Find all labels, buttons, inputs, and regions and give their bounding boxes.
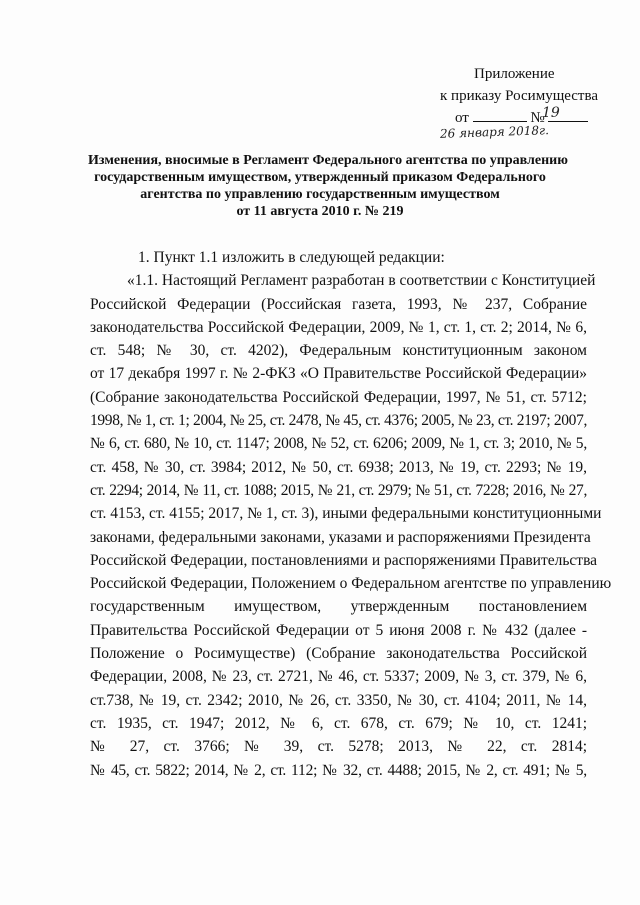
date-blank: [473, 109, 527, 122]
body-line: законами, федеральными законами, указами и распоряжениями Президента: [90, 528, 591, 546]
body-line: Правительства Российской Федерации от 5 июня 2008 г. № 432 (далее -: [90, 621, 587, 639]
body-line: ст. 548; № 30, ст. 4202), Федеральным конституционным законом: [90, 342, 587, 360]
handwritten-date: 26 января 2018г.: [439, 123, 550, 141]
appendix-order-ref: к приказу Росимущества: [440, 88, 599, 104]
body-line: Российской Федерации (Российская газета, 1993, № 237, Собрание: [90, 295, 587, 313]
body-line: от 17 декабря 1997 г. № 2-ФКЗ «О Правительстве Российской Федерации»: [90, 365, 587, 383]
appendix-title: Приложение: [474, 66, 555, 82]
body-line: законодательства Российской Федерации, 2009, № 1, ст. 1, ст. 2; 2014, № 6,: [90, 318, 587, 336]
body-line: № 27, ст. 3766; № 39, ст. 5278; 2013, № 22, ст. 2814;: [90, 738, 587, 756]
body-line: ст.738, № 19, ст. 2342; 2010, № 26, ст. 3350, № 30, ст. 4104; 2011, № 14,: [90, 691, 587, 709]
title-line: от 11 августа 2010 г. № 219: [236, 204, 404, 219]
title-line: Изменения, вносимые в Регламент Федерального агентства по управлению: [88, 153, 568, 168]
body-line: Федерации, 2008, № 23, ст. 2721, № 46, ст. 5337; 2009, № 3, ст. 379, № 6,: [90, 668, 587, 686]
body-line: № 45, ст. 5822; 2014, № 2, ст. 112; № 32, ст. 4488; 2015, № 2, ст. 491; № 5,: [90, 761, 587, 779]
appendix-number-label: №: [530, 110, 545, 126]
body-line: ст. 4153, ст. 4155; 2017, № 1, ст. 3), иными федеральными конституционными: [90, 505, 602, 523]
body-line: государственным имуществом, утвержденным постановлением: [90, 598, 587, 616]
body-line: (Собрание законодательства Российской Федерации, 1997, № 51, ст. 5712;: [90, 388, 587, 406]
body-line: ст. 2294; 2014, № 11, ст. 1088; 2015, № 21, ст. 2979; № 51, ст. 7228; 2016, № 27,: [90, 481, 587, 499]
title-line: агентства по управлению государственным имуществом: [140, 187, 500, 202]
body-line: ст. 458, № 30, ст. 3984; 2012, № 50, ст. 6938; 2013, № 19, ст. 2293; № 19,: [90, 458, 587, 476]
body-line: 1. Пункт 1.1 изложить в следующей редакции:: [138, 249, 445, 266]
document-body: [90, 246, 612, 782]
body-line: Российской Федерации, постановлениями и распоряжениями Правительства: [90, 551, 598, 569]
document-title: [88, 152, 568, 220]
body-line: «1.1. Настоящий Регламент разработан в соответствии с Конституцией: [127, 272, 596, 290]
body-line: 1998, № 1, ст. 1; 2004, № 25, ст. 2478, № 45, ст. 4376; 2005, № 23, ст. 2197; 2007,: [90, 412, 587, 430]
appendix-from-label: от: [455, 110, 469, 126]
body-line: Положение о Росимуществе) (Собрание законодательства Российской: [90, 645, 587, 663]
title-line: государственным имуществом, утвержденный приказом Федерального: [94, 170, 546, 185]
handwritten-number: 19: [542, 105, 560, 121]
body-line: Российской Федерации, Положением о Федеральном агентстве по управлению: [90, 575, 612, 593]
body-line: ст. 1935, ст. 1947; 2012, № 6, ст. 678, ст. 679; № 10, ст. 1241;: [90, 714, 587, 732]
body-line: № 6, ст. 680, № 10, ст. 1147; 2008, № 52, ст. 6206; 2009, № 1, ст. 3; 2010, № 5,: [90, 435, 587, 453]
